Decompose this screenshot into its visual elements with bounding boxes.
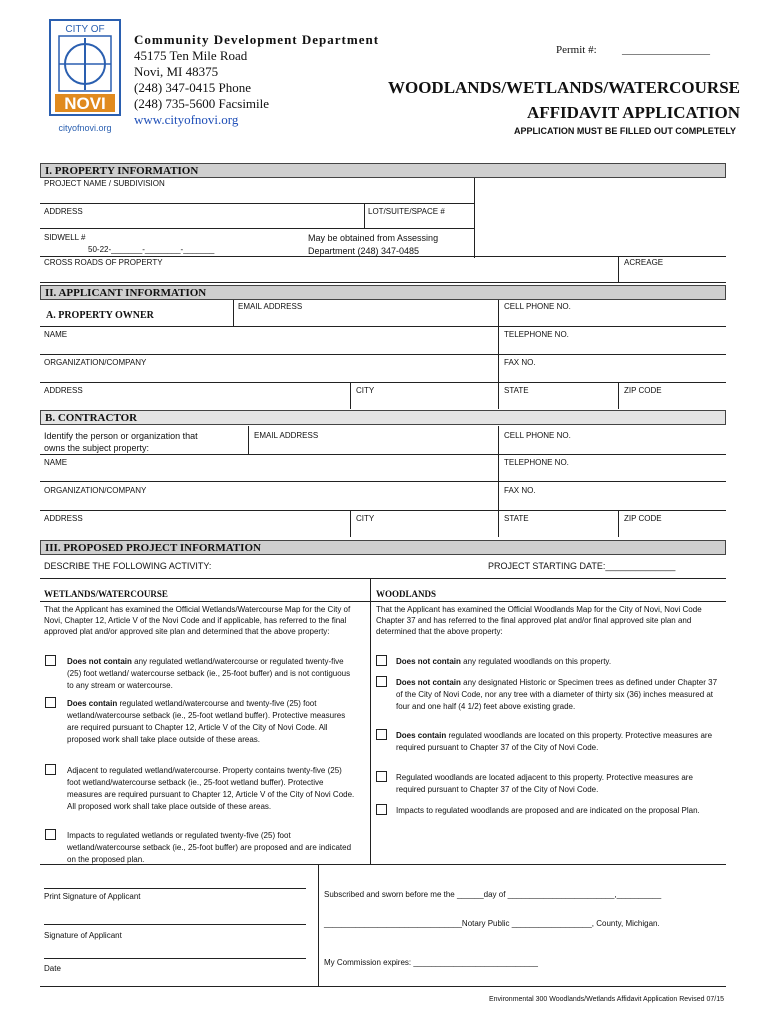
- must-fill-notice: APPLICATION MUST BE FILLED OUT COMPLETELY: [513, 126, 736, 136]
- project-name-label: PROJECT NAME / SUBDIVISION: [44, 179, 165, 188]
- date-label: Date: [44, 964, 61, 973]
- subscribed-line[interactable]: Subscribed and sworn before me the ______day of ________________________,__________: [324, 890, 662, 899]
- wetlands-option-3-checkbox[interactable]: [45, 764, 56, 775]
- wetlands-intro: That the Applicant has examined the Official Wetlands/Watercourse Map for the City of Novi, Chapter 12, Article V of the Novi Code and if applicable, has referred to the final approved plat and/or approved site plan and determined that the above property:: [44, 605, 351, 636]
- owner-telephone-label: TELEPHONE NO.: [504, 330, 569, 339]
- form-subtitle: AFFIDAVIT APPLICATION: [526, 103, 740, 122]
- section-project-info: III. PROPOSED PROJECT INFORMATION: [40, 540, 726, 555]
- contractor-note-2: owns the subject property:: [44, 443, 150, 453]
- contractor-org-label: ORGANIZATION/COMPANY: [44, 486, 147, 495]
- contractor-email-label: EMAIL ADDRESS: [254, 431, 319, 440]
- sidwell-note-1: May be obtained from Assessing: [308, 233, 439, 243]
- wetlands-option-4-checkbox[interactable]: [45, 829, 56, 840]
- department-info: [134, 32, 379, 128]
- section-applicant-info: II. APPLICANT INFORMATION: [40, 285, 726, 300]
- cross-roads-label: CROSS ROADS OF PROPERTY: [44, 258, 163, 267]
- woodlands-option-2-checkbox[interactable]: [376, 676, 387, 687]
- contractor-state-label: STATE: [504, 514, 529, 523]
- contractor-cell-label: CELL PHONE NO.: [504, 431, 571, 440]
- city-logo: [47, 18, 123, 136]
- fax: (248) 735-5600 Facsimile: [134, 96, 270, 111]
- lot-label: LOT/SUITE/SPACE #: [368, 207, 445, 216]
- owner-address-label: ADDRESS: [44, 386, 83, 395]
- woodlands-option-5: Impacts to regulated woodlands are proposed and are indicated on the proposal Plan.: [396, 806, 700, 815]
- print-signature-label: Print Signature of Applicant: [44, 892, 141, 901]
- wetlands-option-4: Impacts to regulated wetlands or regulated twenty-five (25) foot wetland/watercourse setback (ie., 25-foot buffer) are proposed and are indicated on the proposed plan.: [67, 831, 352, 864]
- woodlands-option-2: Does not contain any designated Historic or Specimen trees as defined under Chapter 37 of the City of Novi Code, nor any tree with a diameter of thirty six (36) inches measured at four and one half (4 1/2) feet above existing grade.: [396, 678, 718, 711]
- section-property-info: I. PROPERTY INFORMATION: [40, 163, 726, 178]
- woodlands-heading: WOODLANDS: [376, 589, 437, 599]
- acreage-label: ACREAGE: [624, 258, 664, 267]
- woodlands-option-3-checkbox[interactable]: [376, 729, 387, 740]
- woodlands-option-1: Does not contain any regulated woodlands on this property.: [396, 657, 612, 666]
- woodlands-option-1-checkbox[interactable]: [376, 655, 387, 666]
- sidwell-note-2: Department (248) 347-0485: [308, 246, 420, 256]
- owner-state-label: STATE: [504, 386, 529, 395]
- owner-org-label: ORGANIZATION/COMPANY: [44, 358, 147, 367]
- phone: (248) 347-0415 Phone: [134, 80, 251, 95]
- sidwell-label: SIDWELL #: [44, 233, 86, 242]
- owner-city-label: CITY: [356, 386, 375, 395]
- signature-label: Signature of Applicant: [44, 931, 122, 940]
- notary-line[interactable]: _______________________________Notary Public __________________, County, Michigan.: [324, 919, 660, 928]
- contractor-address-label: ADDRESS: [44, 514, 83, 523]
- wetlands-option-3: Adjacent to regulated wetland/watercourse. Property contains twenty-five (25) foot wetland/watercourse setback (ie., 25-foot wetland buffer). Protective measures are required pursuant to Chapter 12, Article V of the City of Novi Code. All proposed work shall take place outside of these areas.: [67, 766, 355, 811]
- owner-name-label: NAME: [44, 330, 68, 339]
- sidwell-format[interactable]: 50-22-_______-________-_______: [88, 245, 215, 254]
- woodlands-option-3: Does contain regulated woodlands are located on this property. Protective measures are required pursuant to Chapter 37 of the City of Novi Code.: [396, 731, 713, 752]
- contractor-telephone-label: TELEPHONE NO.: [504, 458, 569, 467]
- woodlands-option-4: Regulated woodlands are located adjacent to this property. Protective measures are required pursuant to Chapter 37 of the City of Novi Code.: [396, 773, 693, 794]
- address-line-1: 45175 Ten Mile Road: [134, 48, 248, 63]
- svg-text:cityofnovi.org: cityofnovi.org: [58, 123, 112, 133]
- owner-zip-label: ZIP CODE: [624, 386, 662, 395]
- address-label: ADDRESS: [44, 207, 83, 216]
- owner-heading: A. PROPERTY OWNER: [46, 310, 154, 321]
- form-title: WOODLANDS/WETLANDS/WATERCOURSE: [387, 78, 740, 97]
- contractor-note-1: Identify the person or organization that: [44, 431, 198, 441]
- contractor-heading: B. CONTRACTOR: [40, 410, 726, 425]
- website-link[interactable]: www.cityofnovi.org: [134, 112, 239, 127]
- permit-label: Permit #:: [556, 44, 597, 56]
- department-name: Community Development Department: [134, 32, 380, 47]
- footer-revision: Environmental 300 Woodlands/Wetlands Affidavit Application Revised 07/15: [488, 996, 724, 1003]
- start-date-field[interactable]: PROJECT STARTING DATE:______________: [488, 561, 676, 571]
- owner-email-label: EMAIL ADDRESS: [238, 302, 303, 311]
- contractor-zip-label: ZIP CODE: [624, 514, 662, 523]
- contractor-name-label: NAME: [44, 458, 68, 467]
- wetlands-option-2: Does contain regulated wetland/watercourse and twenty-five (25) foot wetland/watercourse setback (ie., 25-foot wetland buffer). Protective measures are required pursuant to Chapter 12, Article V of the City of Novi Code. All proposed work shall take place outside of these areas.: [67, 699, 346, 744]
- svg-text:CITY OF: CITY OF: [65, 24, 105, 35]
- woodlands-option-5-checkbox[interactable]: [376, 804, 387, 815]
- wetlands-heading: WETLANDS/WATERCOURSE: [44, 589, 168, 599]
- owner-fax-label: FAX NO.: [504, 358, 536, 367]
- commission-line[interactable]: My Commission expires: ____________________________: [324, 958, 538, 967]
- owner-cell-label: CELL PHONE NO.: [504, 302, 571, 311]
- contractor-city-label: CITY: [356, 514, 375, 523]
- permit-field[interactable]: ________________: [622, 44, 710, 56]
- wetlands-option-1: Does not contain any regulated wetland/watercourse or regulated twenty-five (25) foot wetland/ watercourse setback (ie., 25-foot buffer) and is not contiguous to any stream or watercourse.: [67, 657, 351, 690]
- contractor-fax-label: FAX NO.: [504, 486, 536, 495]
- address-line-2: Novi, MI 48375: [134, 64, 219, 79]
- describe-label: DESCRIBE THE FOLLOWING ACTIVITY:: [44, 561, 212, 571]
- wetlands-option-1-checkbox[interactable]: [45, 655, 56, 666]
- woodlands-intro: That the Applicant has examined the Official Woodlands Map for the City of Novi, Novi Code Chapter 37 and has referred to the final approved plat and/or final approved site plan and determined that the above property:: [376, 605, 702, 636]
- svg-text:NOVI: NOVI: [64, 94, 106, 113]
- wetlands-option-2-checkbox[interactable]: [45, 697, 56, 708]
- woodlands-option-4-checkbox[interactable]: [376, 771, 387, 782]
